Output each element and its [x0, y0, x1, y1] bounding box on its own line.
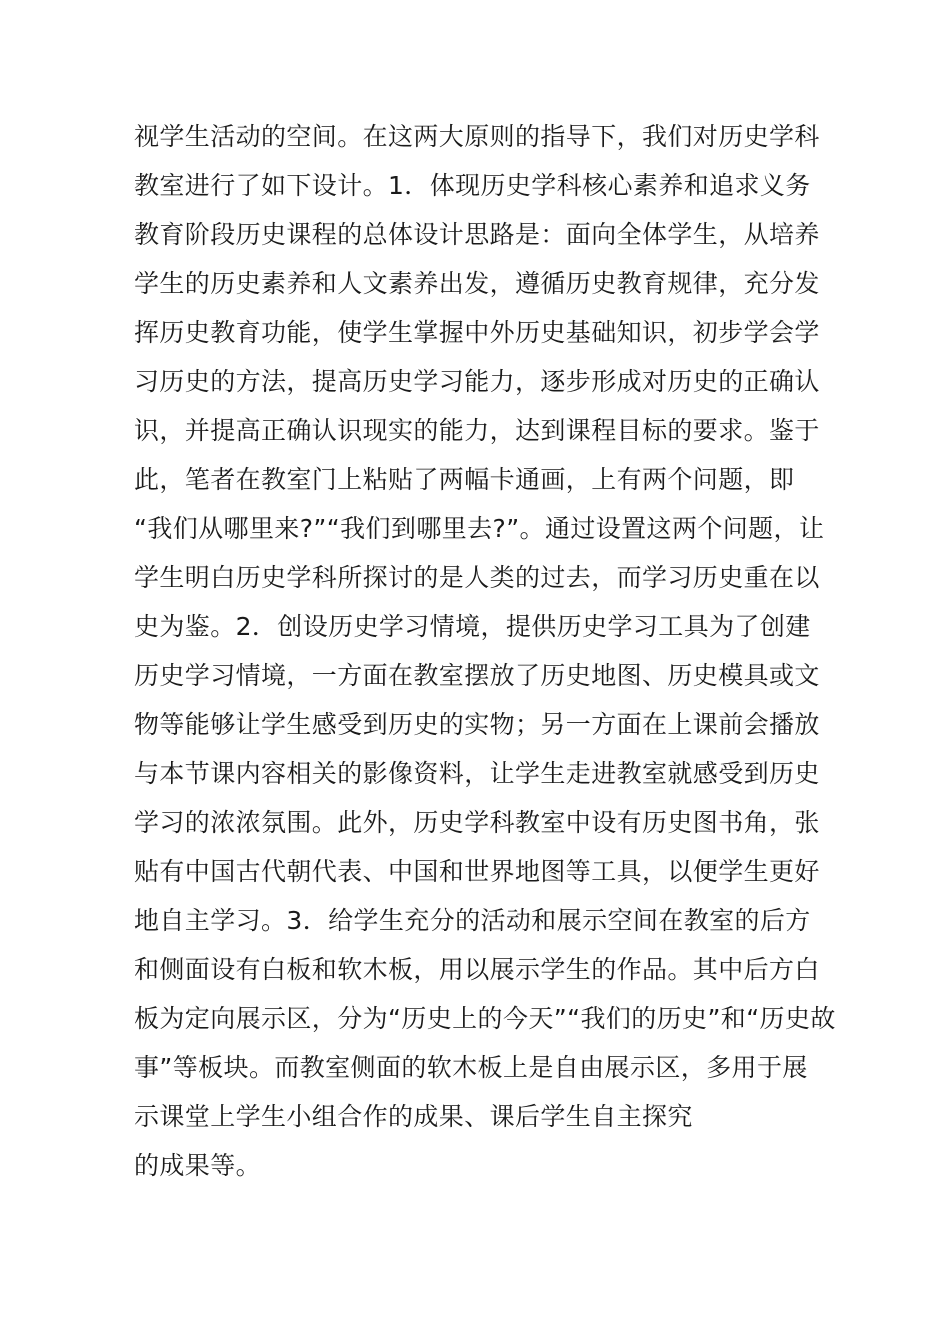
text-line: 学生的历史素养和人文素养出发，遵循历史教育规律，充分发 — [134, 269, 820, 298]
text-line: 史为鉴。2．创设历史学习情境，提供历史学习工具为了创建 — [134, 612, 811, 641]
text-line: “我们从哪里来?”“我们到哪里去?”。通过设置这两个问题，让 — [134, 514, 825, 543]
text-line: 习历史的方法，提高历史学习能力，逐步形成对历史的正确认 — [134, 367, 820, 396]
text-line: 挥历史教育功能，使学生掌握中外历史基础知识，初步学会学 — [134, 318, 820, 347]
text-line: 物等能够让学生感受到历史的实物；另一方面在上课前会播放 — [134, 710, 820, 739]
text-line: 学习的浓浓氛围。此外，历史学科教室中设有历史图书角，张 — [134, 808, 820, 837]
text-line: 板为定向展示区，分为“历史上的今天”“我们的历史”和“历史故 — [134, 1004, 836, 1033]
text-line: 与本节课内容相关的影像资料，让学生走进教室就感受到历史 — [134, 759, 820, 788]
text-line: 地自主学习。3．给学生充分的活动和展示空间在教室的后方 — [134, 906, 811, 935]
text-line: 事”等板块。而教室侧面的软木板上是自由展示区，多用于展 — [134, 1053, 808, 1082]
text-line: 贴有中国古代朝代表、中国和世界地图等工具，以便学生更好 — [134, 857, 820, 886]
body-text — [134, 112, 834, 1190]
text-line: 识，并提高正确认识现实的能力，达到课程目标的要求。鉴于 — [134, 416, 820, 445]
text-line: 教育阶段历史课程的总体设计思路是：面向全体学生，从培养 — [134, 220, 820, 249]
text-line: 和侧面设有白板和软木板，用以展示学生的作品。其中后方白 — [134, 955, 820, 984]
text-line: 此，笔者在教室门上粘贴了两幅卡通画，上有两个问题，即 — [134, 465, 795, 494]
text-line: 视学生活动的空间。在这两大原则的指导下，我们对历史学科 — [134, 122, 820, 151]
text-line: 历史学习情境，一方面在教室摆放了历史地图、历史模具或文 — [134, 661, 820, 690]
text-line: 的成果等。 — [134, 1151, 262, 1180]
text-line: 示课堂上学生小组合作的成果、课后学生自主探究 — [134, 1102, 693, 1131]
text-line: 学生明白历史学科所探讨的是人类的过去，而学习历史重在以 — [134, 563, 820, 592]
text-line: 教室进行了如下设计。1．体现历史学科核心素养和追求义务 — [134, 171, 811, 200]
